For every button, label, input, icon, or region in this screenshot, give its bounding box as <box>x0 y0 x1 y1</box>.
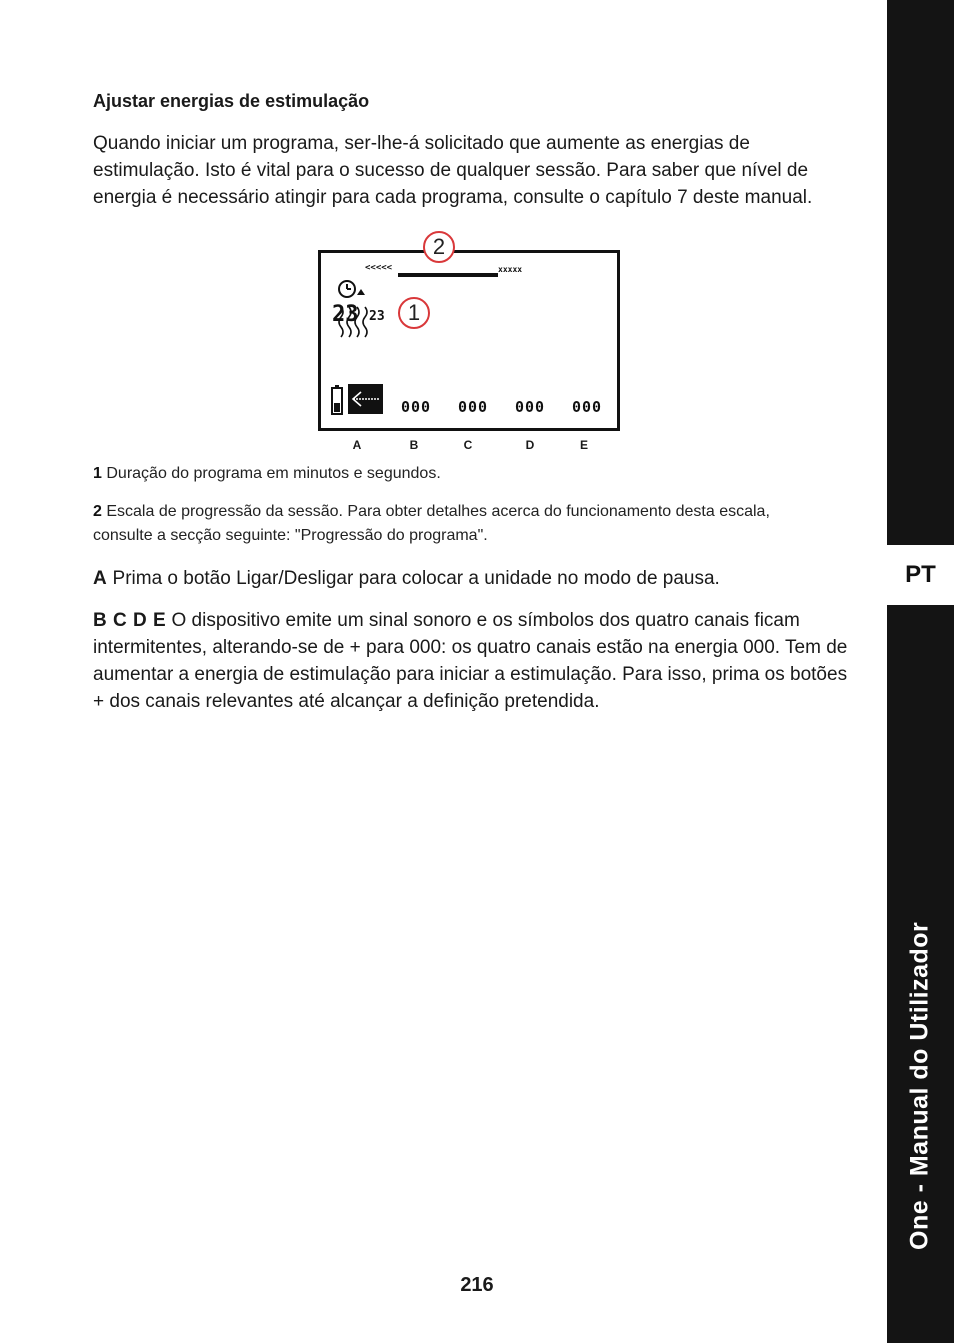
channel-label-c: C <box>463 438 473 452</box>
note-text: Duração do programa em minutos e segundos. <box>106 465 441 482</box>
note-2 <box>93 500 833 548</box>
page-number: 216 <box>460 1274 494 1296</box>
section-heading: Ajustar energias de estimulação <box>93 91 370 111</box>
progress-arrows: <<<<< <box>365 263 393 273</box>
language-tab: PT <box>905 561 936 588</box>
manual-title: One - Manual do Utilizador <box>905 921 934 1250</box>
device-screen-figure <box>318 231 622 461</box>
lcd-display <box>318 250 620 431</box>
callout-2: 2 <box>423 231 455 263</box>
channel-label-e: E <box>579 438 589 452</box>
back-arrow-icon <box>348 384 383 414</box>
callout-1: 1 <box>398 297 430 329</box>
note-key: 1 <box>93 465 102 482</box>
note-1 <box>93 462 833 486</box>
progress-bar <box>398 273 498 277</box>
paragraph-bcde <box>93 607 853 715</box>
paragraph-a <box>93 565 853 592</box>
energy-channel-d: 000 <box>515 398 546 416</box>
note-key: 2 <box>93 503 102 520</box>
paragraph-text: Prima o botão Ligar/Desligar para colocar a unidade no modo de pausa. <box>112 568 720 589</box>
intro-paragraph: Quando iniciar um programa, ser-lhe-á solicitado que aumente as energias de estimulação. Isto é vital para o sucesso de qualquer sessão. Para saber que nível de energia é necessário atingir para cada programa, consulte o capítulo 7 deste manual. <box>93 133 813 208</box>
time-seconds: 23 <box>369 309 385 324</box>
time-minutes: 23 <box>332 302 359 327</box>
energy-channel-e: 000 <box>572 398 603 416</box>
channel-label-a: A <box>352 438 362 452</box>
channel-label-d: D <box>525 438 535 452</box>
note-text: Escala de progressão da sessão. Para obter detalhes acerca do funcionamento desta escala, consulte a secção seguinte: "Progressão do programa". <box>93 503 770 544</box>
sidebar-top <box>887 0 954 545</box>
energy-channel-c: 000 <box>458 398 489 416</box>
energy-channel-b: 000 <box>401 398 432 416</box>
paragraph-key: B C D E <box>93 610 167 631</box>
paragraph-key: A <box>93 568 108 589</box>
battery-icon <box>332 385 342 414</box>
clock-icon <box>339 281 365 297</box>
progress-remaining: xxxxx <box>498 265 523 274</box>
channel-label-b: B <box>409 438 419 452</box>
paragraph-text: O dispositivo emite um sinal sonoro e os símbolos dos quatro canais ficam intermitentes, alterando-se de + para 000: os quatro canais estão na energia 000. Tem de aumentar a energia de estimulação para iniciar a estimulação. Para isso, prima os botões + dos canais relevantes até alcançar a definição pretendida. <box>93 610 848 712</box>
